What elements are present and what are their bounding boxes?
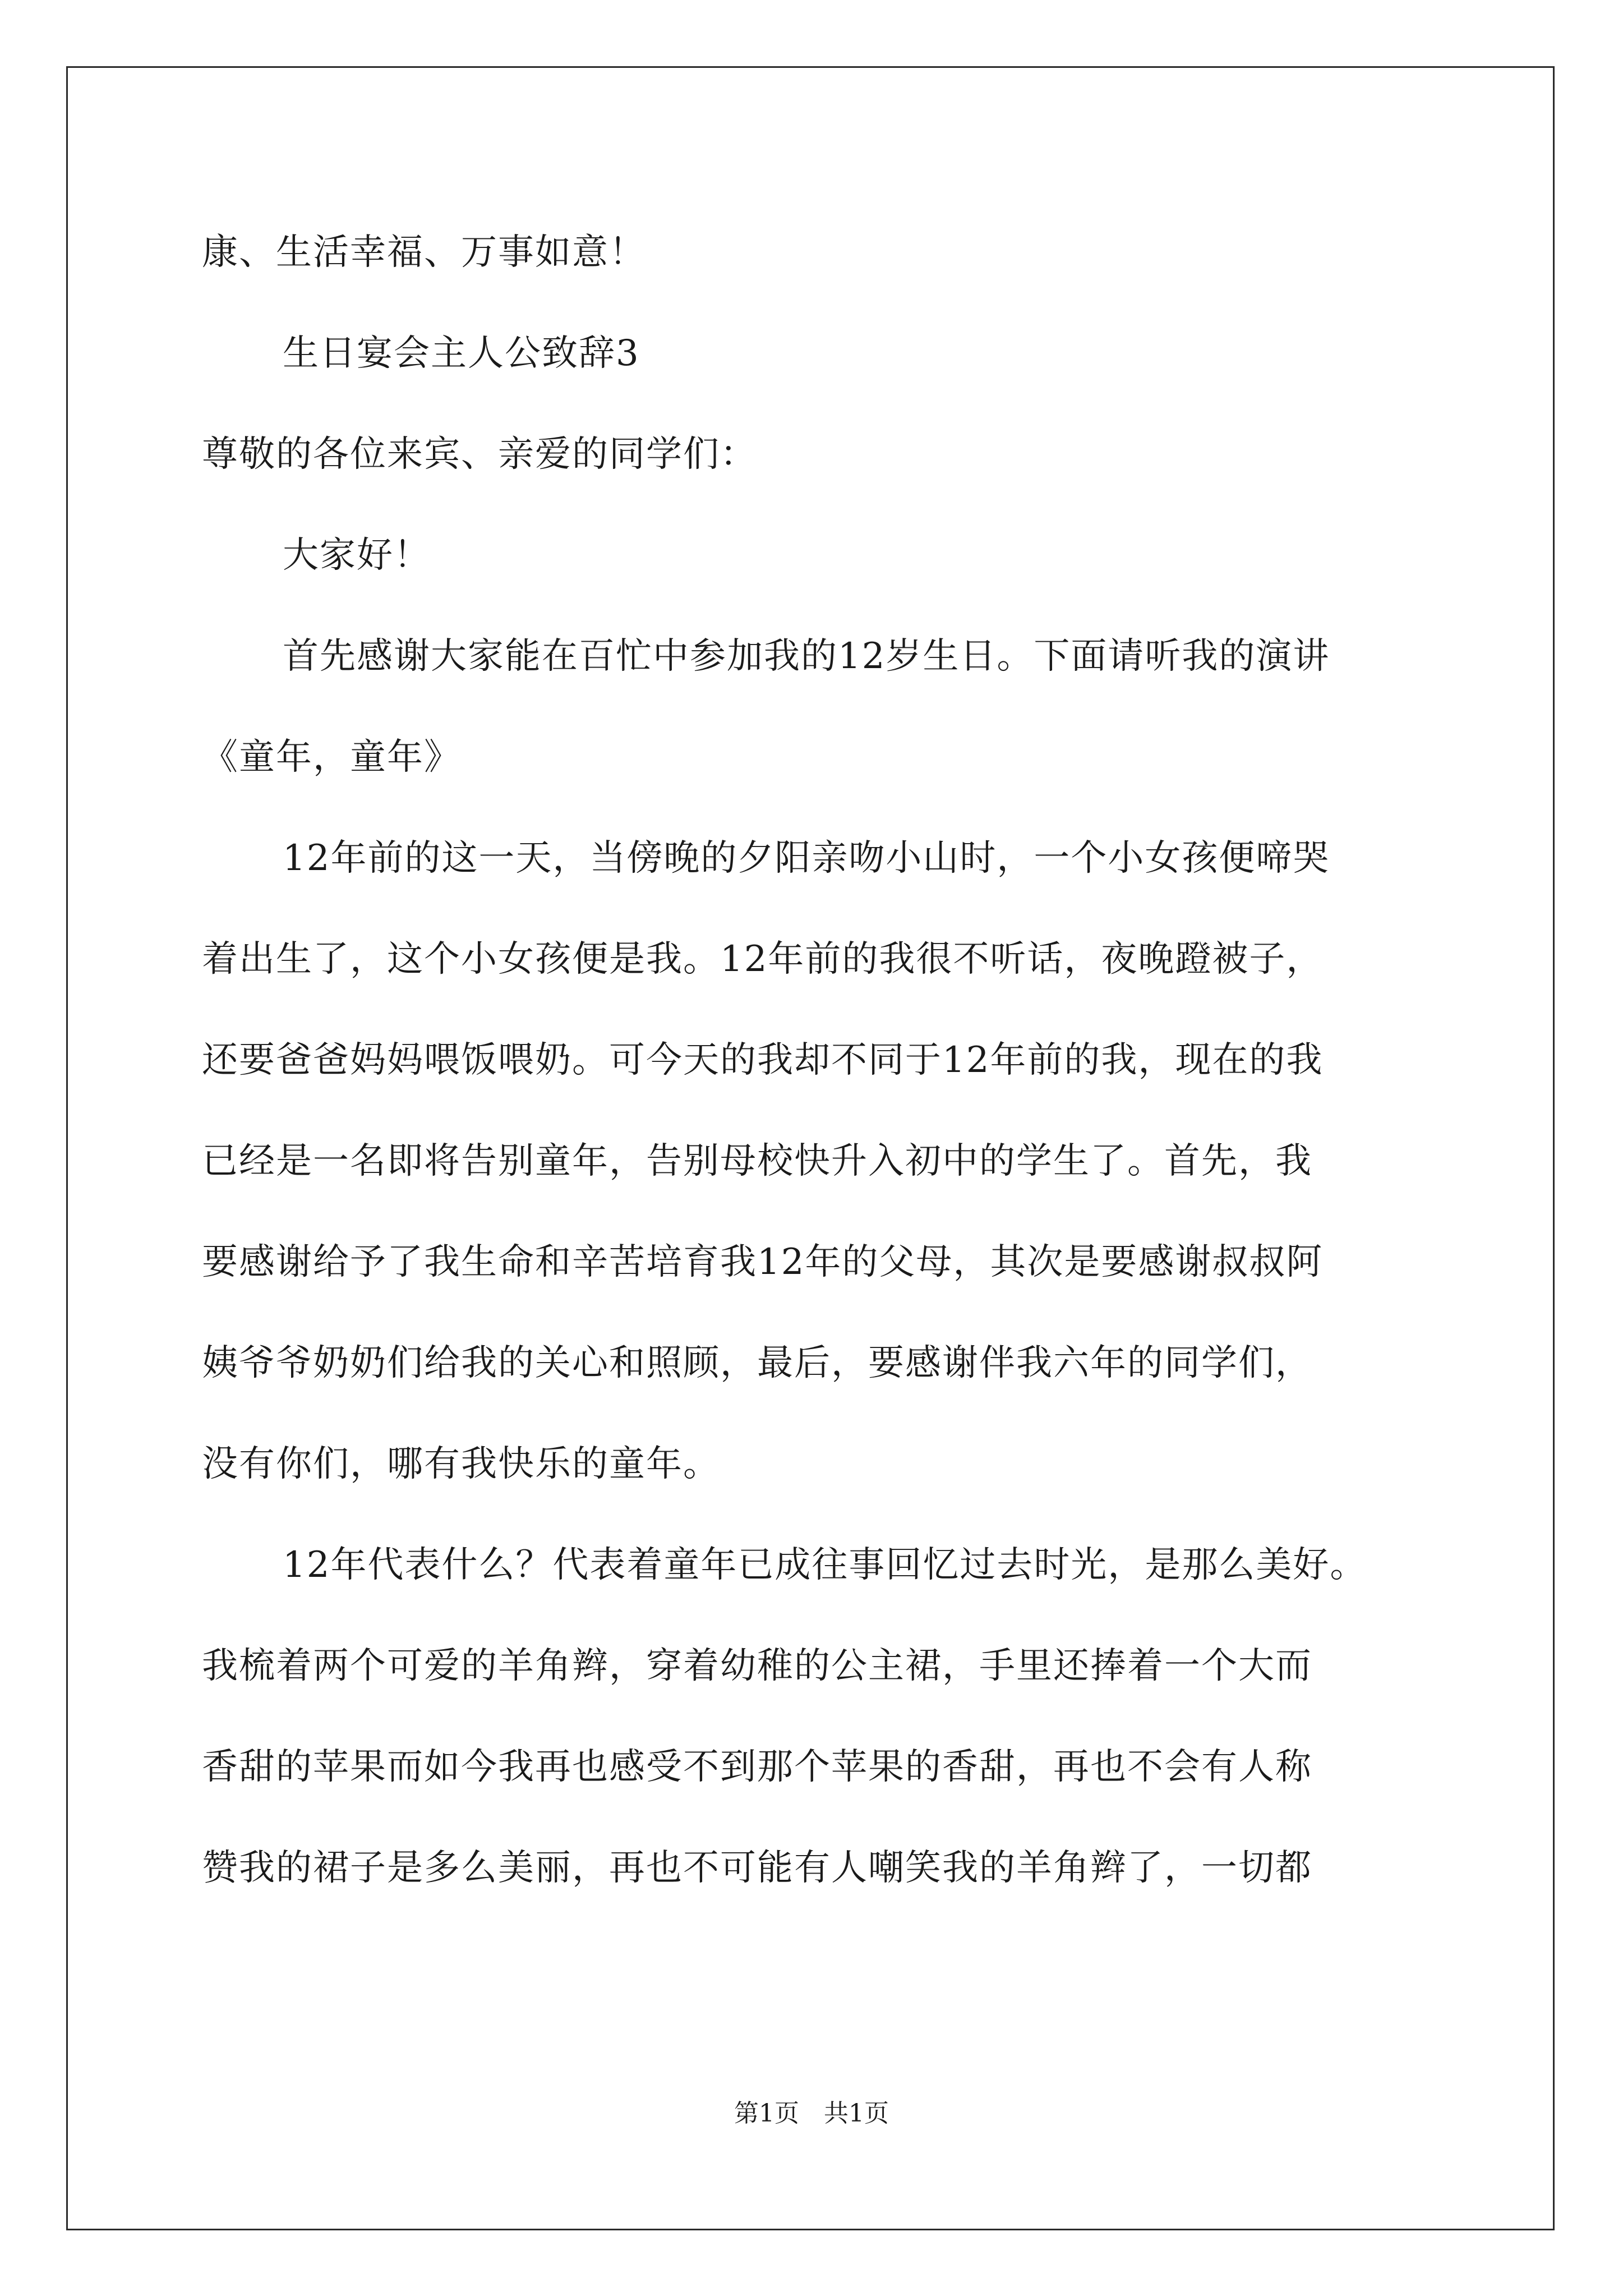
text-line-13: 没有你们，哪有我快乐的童年。 — [202, 1443, 720, 1485]
text-line-12: 姨爷爷奶奶们给我的关心和照顾，最后，要感谢伴我六年的同学们， — [202, 1342, 1312, 1384]
text-line-10: 已经是一名即将告别童年，告别母校快升入初中的学生了。首先，我 — [202, 1140, 1312, 1182]
text-line-9: 还要爸爸妈妈喂饭喂奶。可今天的我却不同于12年前的我，现在的我 — [202, 1039, 1324, 1081]
speech-title: 《童年，童年》 — [202, 737, 461, 778]
text-line-8: 着出生了，这个小女孩便是我。12年前的我很不听话，夜晚蹬被子， — [202, 938, 1324, 980]
text-line-11: 要感谢给予了我生命和辛苦培育我12年的父母，其次是要感谢叔叔阿 — [202, 1241, 1324, 1283]
text-line-14: 12年代表什么？代表着童年已成往事回忆过去时光，是那么美好。 — [283, 1544, 1367, 1586]
text-line-15: 我梳着两个可爱的羊角辫，穿着幼稚的公主裙，手里还捧着一个大而 — [202, 1645, 1312, 1687]
page-footer: 第1页 共1页 — [734, 2099, 889, 2128]
text-line-1: 康、生活幸福、万事如意！ — [202, 232, 646, 273]
text-line-7: 12年前的这一天，当傍晚的夕阳亲吻小山时，一个小女孩便啼哭 — [283, 838, 1330, 879]
salutation: 尊敬的各位来宾、亲爱的同学们： — [202, 434, 757, 475]
greeting: 大家好！ — [283, 535, 431, 576]
text-line-17: 赞我的裙子是多么美丽，再也不可能有人嘲笑我的羊角辫了，一切都 — [202, 1847, 1312, 1889]
text-line-16: 香甜的苹果而如今我再也感受不到那个苹果的香甜，再也不会有人称 — [202, 1746, 1312, 1788]
section-heading: 生日宴会主人公致辞3 — [283, 333, 640, 374]
text-line-5: 首先感谢大家能在百忙中参加我的12岁生日。下面请听我的演讲 — [283, 636, 1330, 677]
